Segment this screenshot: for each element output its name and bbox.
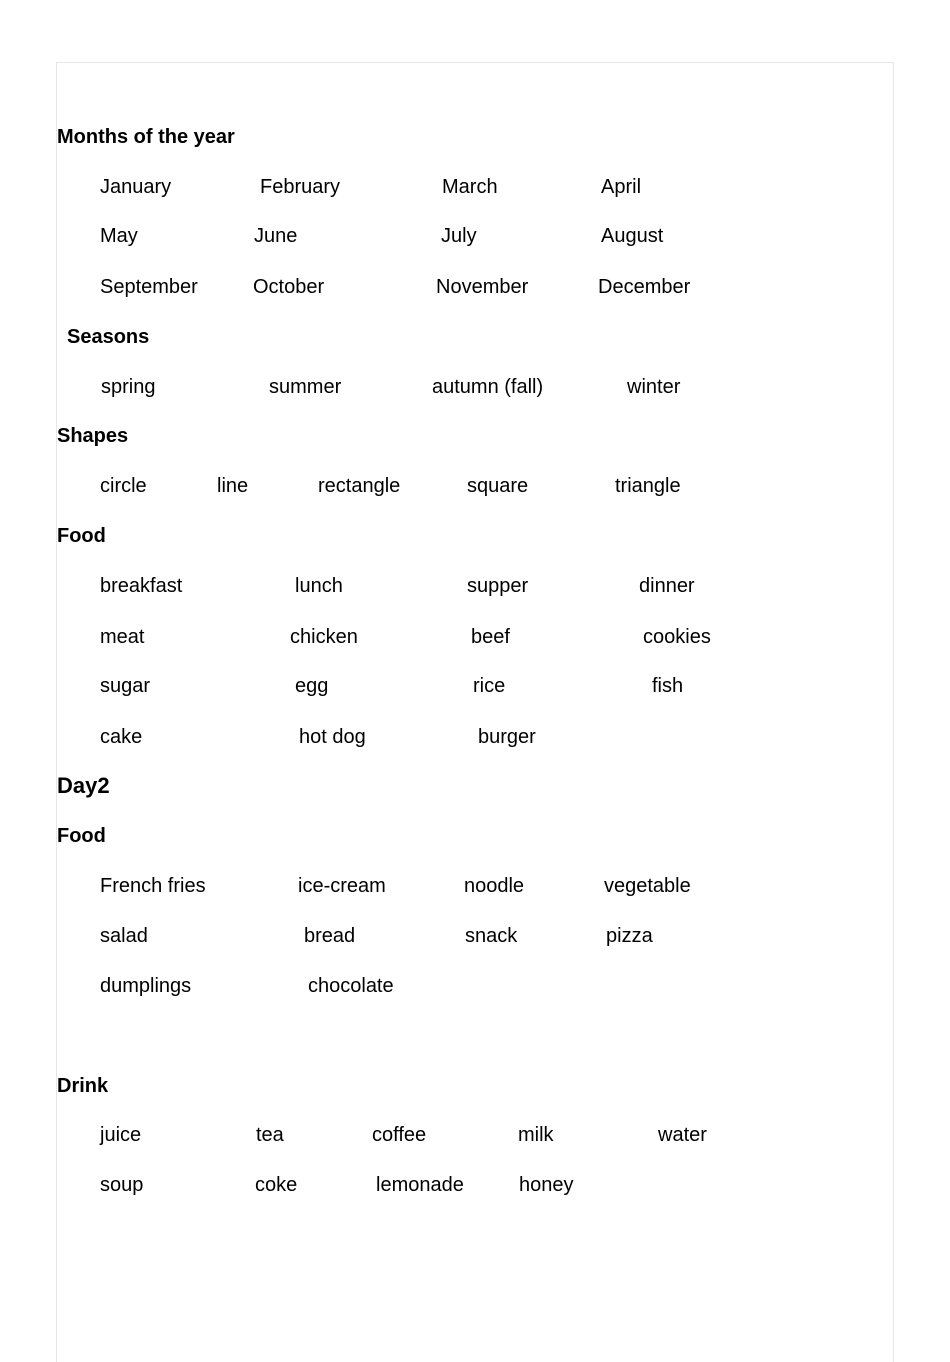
word-tea: tea [256,1124,284,1146]
word-april: April [601,176,642,198]
word-may: May [100,225,138,247]
word-egg: egg [295,675,329,697]
word-coffee: coffee [372,1124,427,1146]
word-february: February [260,176,341,198]
word-fish: fish [652,675,684,697]
word-pizza: pizza [606,925,653,947]
word-honey: honey [519,1174,574,1196]
word-october: October [253,276,325,298]
word-cookies: cookies [643,626,711,648]
section-title-food: Food [57,525,106,547]
word-coke: coke [255,1174,298,1196]
word-snack: snack [465,925,518,947]
section-title-seasons: Seasons [67,326,150,348]
word-sugar: sugar [100,675,151,697]
word-water: water [658,1124,707,1146]
word-meat: meat [100,626,145,648]
word-january: January [100,176,172,198]
word-salad: salad [100,925,148,947]
section-title-day2: Day2 [57,773,110,798]
section-title-months: Months of the year [57,126,235,148]
word-lemonade: lemonade [376,1174,464,1196]
word-summer: summer [269,376,342,398]
word-milk: milk [518,1124,554,1146]
word-triangle: triangle [615,475,681,497]
word-dumplings: dumplings [100,975,192,997]
section-title-food-day2: Food [57,825,106,847]
word-rice: rice [473,675,506,697]
word-november: November [436,276,529,298]
word-french-fries: French fries [100,875,206,897]
word-september: September [100,276,198,298]
word-lunch: lunch [295,575,343,597]
section-title-shapes: Shapes [57,425,129,447]
word-august: August [601,225,664,247]
page-frame [56,62,894,1362]
word-chocolate: chocolate [308,975,394,997]
word-autumn: autumn (fall) [432,376,544,398]
word-supper: supper [467,575,529,597]
word-rectangle: rectangle [318,475,401,497]
word-december: December [598,276,691,298]
word-vegetable: vegetable [604,875,691,897]
word-circle: circle [100,475,147,497]
section-title-drink: Drink [57,1075,109,1097]
word-chicken: chicken [290,626,358,648]
word-ice-cream: ice-cream [298,875,386,897]
word-square: square [467,475,529,497]
word-breakfast: breakfast [100,575,183,597]
word-spring: spring [101,376,156,398]
word-burger: burger [478,726,536,748]
word-hot-dog: hot dog [299,726,366,748]
word-june: June [254,225,298,247]
word-march: March [442,176,498,198]
word-line: line [217,475,249,497]
word-bread: bread [304,925,356,947]
word-noodle: noodle [464,875,525,897]
word-july: July [441,225,477,247]
word-juice: juice [100,1124,142,1146]
word-beef: beef [471,626,510,648]
word-winter: winter [627,376,681,398]
word-dinner: dinner [639,575,695,597]
word-cake: cake [100,726,143,748]
word-soup: soup [100,1174,144,1196]
